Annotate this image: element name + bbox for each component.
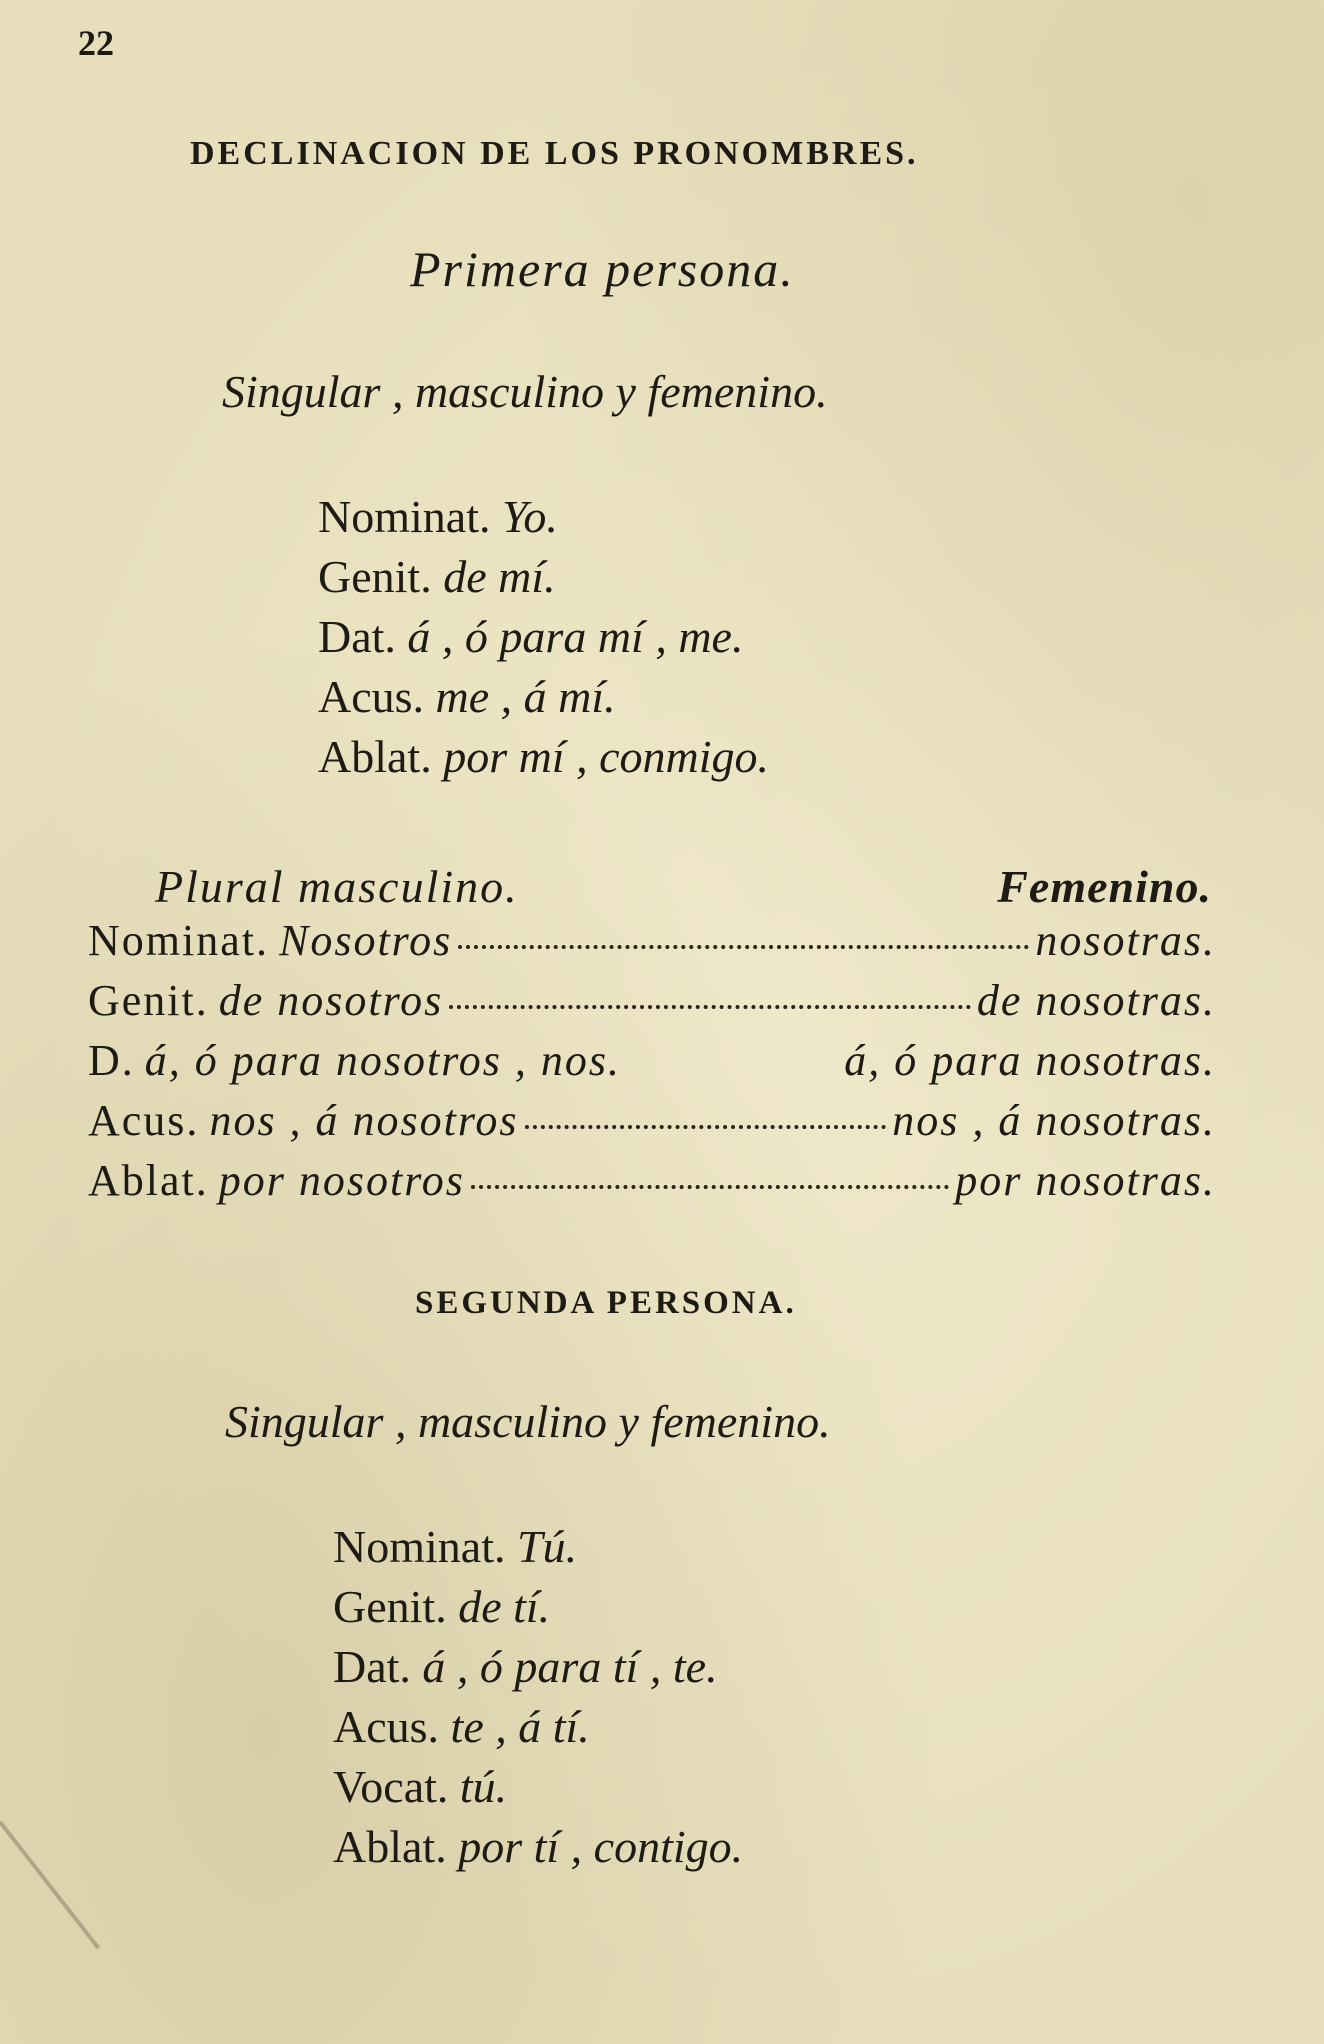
case-label: Ablat. xyxy=(88,1156,209,1205)
feminine-form: por nosotras. xyxy=(955,1156,1216,1205)
case-label: Ablat. xyxy=(333,1821,447,1872)
primera-persona-heading: Primera persona. xyxy=(410,241,795,297)
masculine-form: de nosotros xyxy=(218,976,444,1025)
segunda-singular-heading: Singular , masculino y femenino. xyxy=(225,1396,831,1447)
pronoun-form: Tú. xyxy=(516,1521,578,1572)
pronoun-form: tú. xyxy=(459,1761,508,1812)
case-label: Ablat. xyxy=(318,731,432,782)
pronoun-form: á , ó para tí , te. xyxy=(422,1641,718,1692)
case-label: Nominat. xyxy=(318,491,491,542)
primera-row xyxy=(318,730,769,783)
feminine-form: de nosotras. xyxy=(976,976,1216,1025)
primera-row xyxy=(318,610,743,663)
primera-row xyxy=(318,670,616,723)
dot-leader xyxy=(525,1125,887,1129)
case-label: D. xyxy=(88,1036,135,1085)
case-label: Nominat. xyxy=(88,916,269,965)
pronoun-form: me , á mí. xyxy=(435,671,616,722)
masculine-form: por nosotros xyxy=(218,1156,465,1205)
dot-leader xyxy=(458,945,1029,949)
feminine-form: nos , á nosotras. xyxy=(892,1096,1216,1145)
feminine-form: nosotras. xyxy=(1035,916,1216,965)
primera-row xyxy=(318,550,556,603)
plural-row xyxy=(88,915,1216,966)
plural-masculino-heading: Plural masculino. xyxy=(155,861,519,912)
plural-row xyxy=(88,1095,1216,1146)
segunda-row xyxy=(333,1700,590,1753)
case-label: Nominat. xyxy=(333,1521,506,1572)
pronoun-form: á , ó para mí , me. xyxy=(407,611,744,662)
case-label: Vocat. xyxy=(333,1761,449,1812)
segunda-row xyxy=(333,1640,718,1693)
dot-leader xyxy=(449,1005,971,1009)
case-label: Acus. xyxy=(318,671,425,722)
case-label: Genit. xyxy=(88,976,209,1025)
pronoun-form: por mí , conmigo. xyxy=(443,731,770,782)
section-title: DECLINACION DE LOS PRONOMBRES. xyxy=(190,135,919,172)
primera-row xyxy=(318,490,558,543)
case-label: Acus. xyxy=(333,1701,440,1752)
page-crease xyxy=(0,1821,100,1950)
segunda-row xyxy=(333,1820,743,1873)
case-label: Genit. xyxy=(318,551,432,602)
case-label: Dat. xyxy=(318,611,396,662)
segunda-row xyxy=(333,1580,550,1633)
masculine-form: á, ó para nosotros , nos. xyxy=(144,1036,621,1085)
pronoun-form: Yo. xyxy=(501,491,558,542)
pronoun-form: por tí , contigo. xyxy=(458,1821,744,1872)
plural-row xyxy=(88,975,1216,1026)
pronoun-form: de tí. xyxy=(458,1581,551,1632)
primera-singular-heading: Singular , masculino y femenino. xyxy=(222,366,828,417)
pronoun-form: de mí. xyxy=(443,551,556,602)
plural-row xyxy=(88,1155,1216,1206)
plural-row xyxy=(88,1035,1216,1086)
feminine-form: á, ó para nosotras. xyxy=(844,1036,1216,1085)
pronoun-form: te , á tí. xyxy=(450,1701,590,1752)
case-label: Dat. xyxy=(333,1641,411,1692)
masculine-form: Nosotros xyxy=(278,916,453,965)
dot-leader xyxy=(471,1185,949,1189)
case-label: Genit. xyxy=(333,1581,447,1632)
page-number: 22 xyxy=(78,23,114,63)
femenino-heading: Femenino. xyxy=(997,861,1212,912)
segunda-persona-heading: SEGUNDA PERSONA. xyxy=(415,1285,797,1321)
segunda-row xyxy=(333,1760,507,1813)
masculine-form: nos , á nosotros xyxy=(209,1096,519,1145)
segunda-row xyxy=(333,1520,577,1573)
case-label: Acus. xyxy=(88,1096,200,1145)
